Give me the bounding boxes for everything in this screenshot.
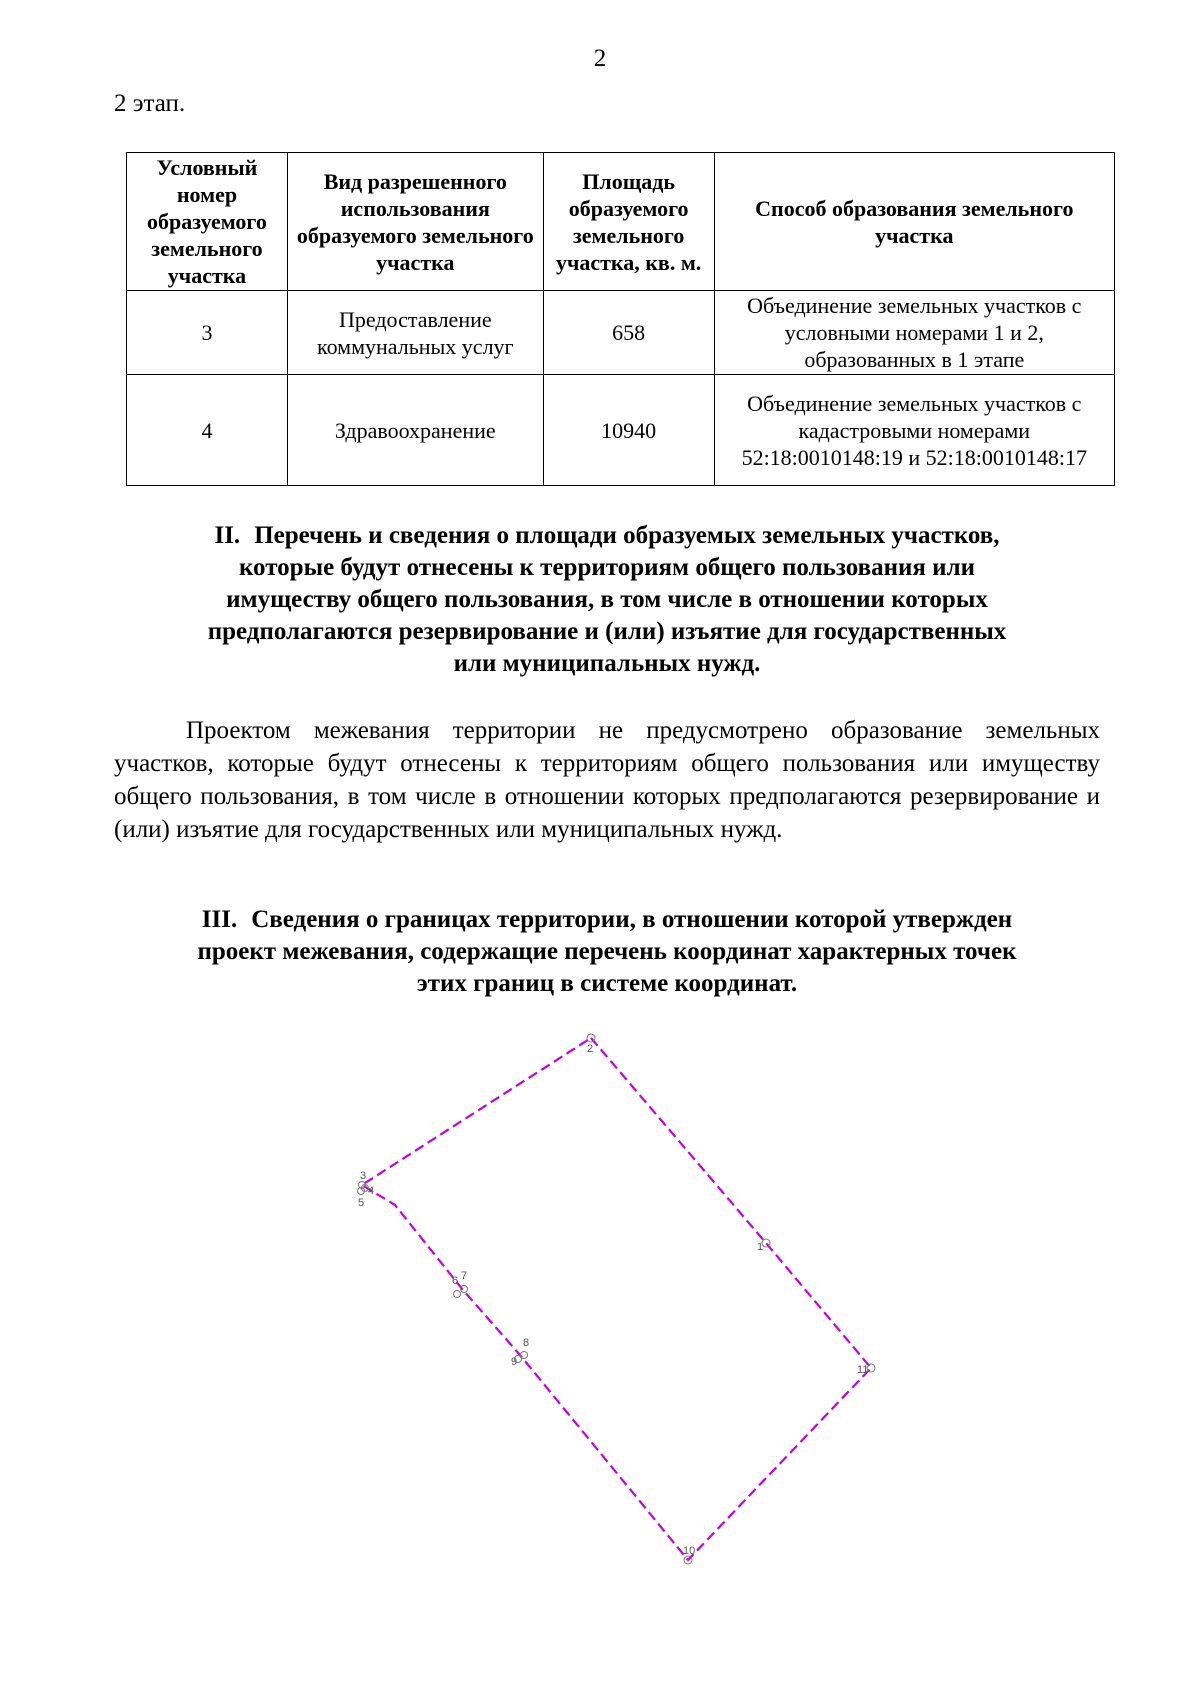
header-formation-method: Способ образования земельного участка: [714, 153, 1114, 291]
section-2-heading-line: II. Перечень и сведения о площади образуемых земельных участков,: [214, 522, 1000, 549]
cell-formation-method: Объединение земельных участков с условными номерами 1 и 2, образованных в 1 этапе: [714, 291, 1114, 375]
point-label-11: 11: [857, 1364, 869, 1376]
section-2-heading: [114, 520, 1100, 680]
section-2-heading-line: которые будут отнесены к территориям общего пользования или: [238, 554, 976, 581]
page-number: 2: [593, 45, 607, 72]
point-label-5: 5: [358, 1197, 365, 1209]
cell-area: 10940: [543, 375, 714, 486]
section-2-heading-line: имуществу общего пользования, в том числе в отношении которых: [226, 586, 988, 613]
table-header-row: [127, 153, 1115, 291]
section-2-paragraph: Проектом межевания территории не предусмотрено образование земельных участков, которые будут отнесены к территориям общего пользования или имуществу общего пользования, в том числе в отношении которых предполагаются резервирование и (или) изъятие для государственных или муниципальных нужд.: [114, 717, 1100, 843]
point-label-2: 2: [587, 1043, 594, 1055]
point-label-6: 6: [452, 1275, 459, 1287]
boundary-points: [358, 1034, 876, 1564]
boundary-point-labels: [358, 1043, 868, 1557]
section-3-heading-line: III. Сведения о границах территории, в отношении которой утвержден: [201, 906, 1013, 933]
point-label-7: 7: [461, 1270, 468, 1282]
section-3-heading-line: этих границ в системе координат.: [416, 970, 798, 997]
boundary-point-1: [762, 1239, 770, 1247]
header-area: Площадь образуемого земельного участка, кв. м.: [543, 153, 714, 291]
cell-plot-number: 4: [127, 375, 288, 486]
boundary-polygon: [362, 1038, 871, 1560]
section-2-heading-line: предполагаются резервирование и (или) изъятие для государственных: [207, 618, 1007, 645]
point-label-9: 9: [511, 1356, 518, 1368]
header-plot-number: Условный номер образуемого земельного участка: [127, 153, 288, 291]
boundary-point-6: [454, 1291, 461, 1298]
cell-plot-number: 3: [127, 291, 288, 375]
cell-permitted-use: Здравоохранение: [287, 375, 543, 486]
boundary-plan: [360, 1030, 880, 1600]
cell-permitted-use: Предоставление коммунальных услуг: [287, 291, 543, 375]
cell-formation-method: Объединение земельных участков с кадастровыми номерами 52:18:0010148:19 и 52:18:0010148:17: [714, 375, 1114, 486]
section-2-heading-line: или муниципальных нужд.: [453, 650, 761, 677]
table-row: [127, 375, 1115, 486]
section-3-number: III.: [201, 906, 238, 933]
point-label-1: 1: [757, 1241, 764, 1253]
point-label-3: 3: [360, 1170, 367, 1182]
section-3-heading: [114, 904, 1100, 1000]
point-label-8: 8: [523, 1337, 530, 1349]
boundary-point-2: [587, 1034, 595, 1042]
cell-area: 658: [543, 291, 714, 375]
header-permitted-use: Вид разрешенного использования образуемого земельного участка: [287, 153, 543, 291]
section-2-number: II.: [214, 522, 241, 549]
plots-table: [126, 152, 1115, 486]
section-3-heading-line: проект межевания, содержащие перечень координат характерных точек: [197, 938, 1017, 965]
table-row: [127, 291, 1115, 375]
point-label-4: 4: [368, 1185, 375, 1197]
point-label-10: 10: [683, 1545, 696, 1557]
stage-label: 2 этап.: [114, 90, 186, 117]
